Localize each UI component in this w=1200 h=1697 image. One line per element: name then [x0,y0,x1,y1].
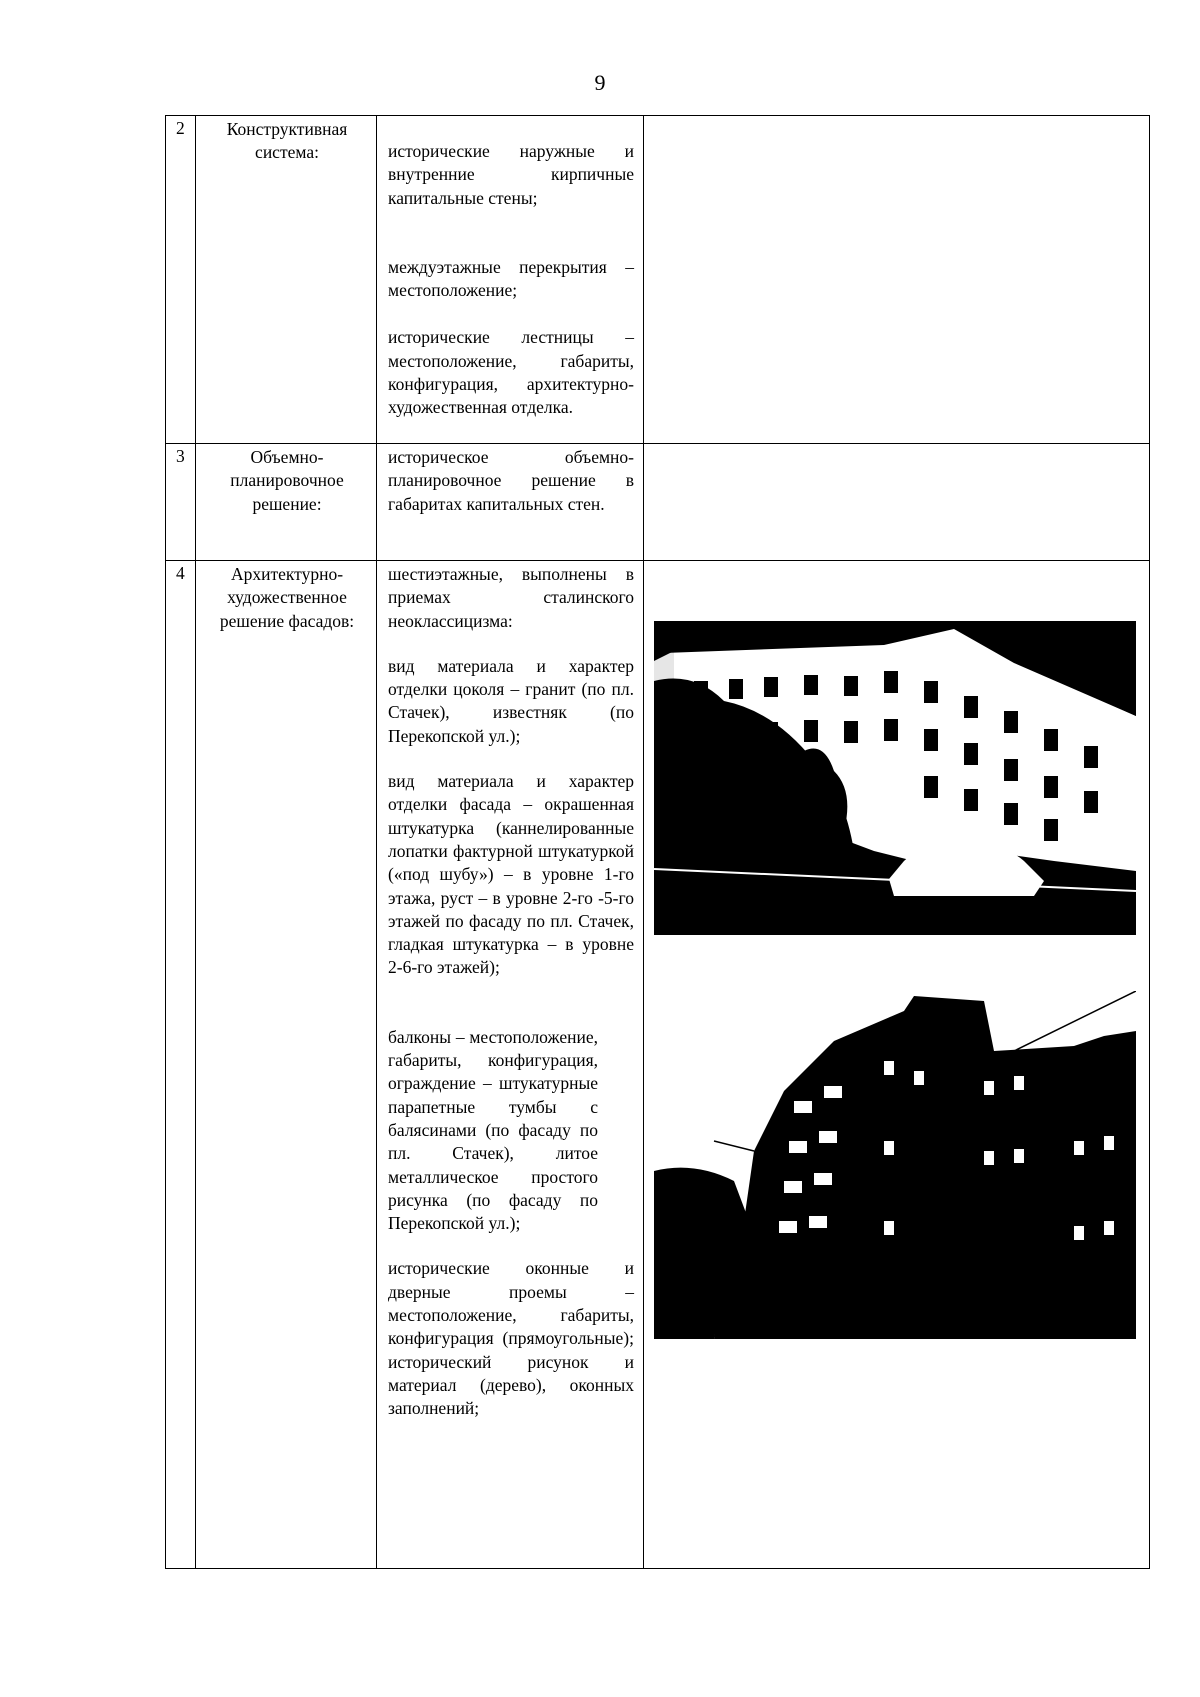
building-photo [654,621,1136,935]
row-name-line: Объемно- [250,447,324,467]
description-paragraph: междуэтажные перекрытия – местоположение; [388,256,634,301]
row-name-line: решение фасадов: [219,610,355,631]
row-number: 2 [166,116,196,444]
row-image-cell [644,444,1150,561]
table-row [166,444,1150,561]
description-paragraph: балконы – местоположение, габариты, конфигурация, ограждение – штукатурные парапетные тумбы с балясинами (по фасаду по пл. Стачек), литое металлическое простого рисунка (по фасаду по Перекопской ул.); [388,1026,598,1234]
row-name-line: Конструктивная [226,119,348,139]
document-table [165,115,1150,1569]
row-name-line: Архитектурно- [230,564,344,584]
row-name-cell [196,561,377,1569]
row-name-line: планировочное [230,470,344,491]
description-paragraph: историческое объемно-планировочное решение в габаритах капитальных стен. [388,447,634,514]
table-row [166,561,1150,1569]
row-name-line: художественное [227,587,347,608]
row-number: 4 [166,561,196,1569]
row-description-cell [377,444,644,561]
description-paragraph: исторические оконные и дверные проемы – местоположение, габариты, конфигурация (прямоугольные); исторический рисунок и материал (дерево), оконных заполнений; [388,1258,634,1419]
row-name-cell [196,444,377,561]
row-name-line: система: [255,142,319,163]
row-image-cell [644,116,1150,444]
description-paragraph: исторические наружные и внутренние кирпичные капитальные стены; [388,141,634,208]
description-paragraph: вид материала и характер отделки цоколя – гранит (по пл. Стачек), известняк (по Перекопской ул.); [388,655,634,746]
building-photo [654,991,1136,1339]
description-paragraph: шестиэтажные, выполнены в приемах сталинского неоклассицизма: [388,564,634,631]
row-description-cell [377,561,644,1569]
description-paragraph: вид материала и характер отделки фасада – окрашенная штукатурка (каннелированные лопатки фактурной штукатуркой («под шубу») – в уровне 1-го этажа, руст – в уровне 2-го -5-го этажей по фасаду по пл. Стачек, гладкая штукатурка – в уровне 2-6-го этажей); [388,771,634,978]
table-row [166,116,1150,444]
building-photo-icon [654,991,1136,1339]
row-name-cell [196,116,377,444]
description-paragraph: исторические лестницы – местоположение, габариты, конфигурация, архитектурно-художественная отделка. [388,327,634,418]
building-photo-icon [654,621,1136,935]
page-number: 9 [594,70,606,95]
row-number: 3 [166,444,196,561]
row-description-cell [377,116,644,444]
row-image-cell [644,561,1150,1569]
row-name-line: решение: [252,493,322,514]
